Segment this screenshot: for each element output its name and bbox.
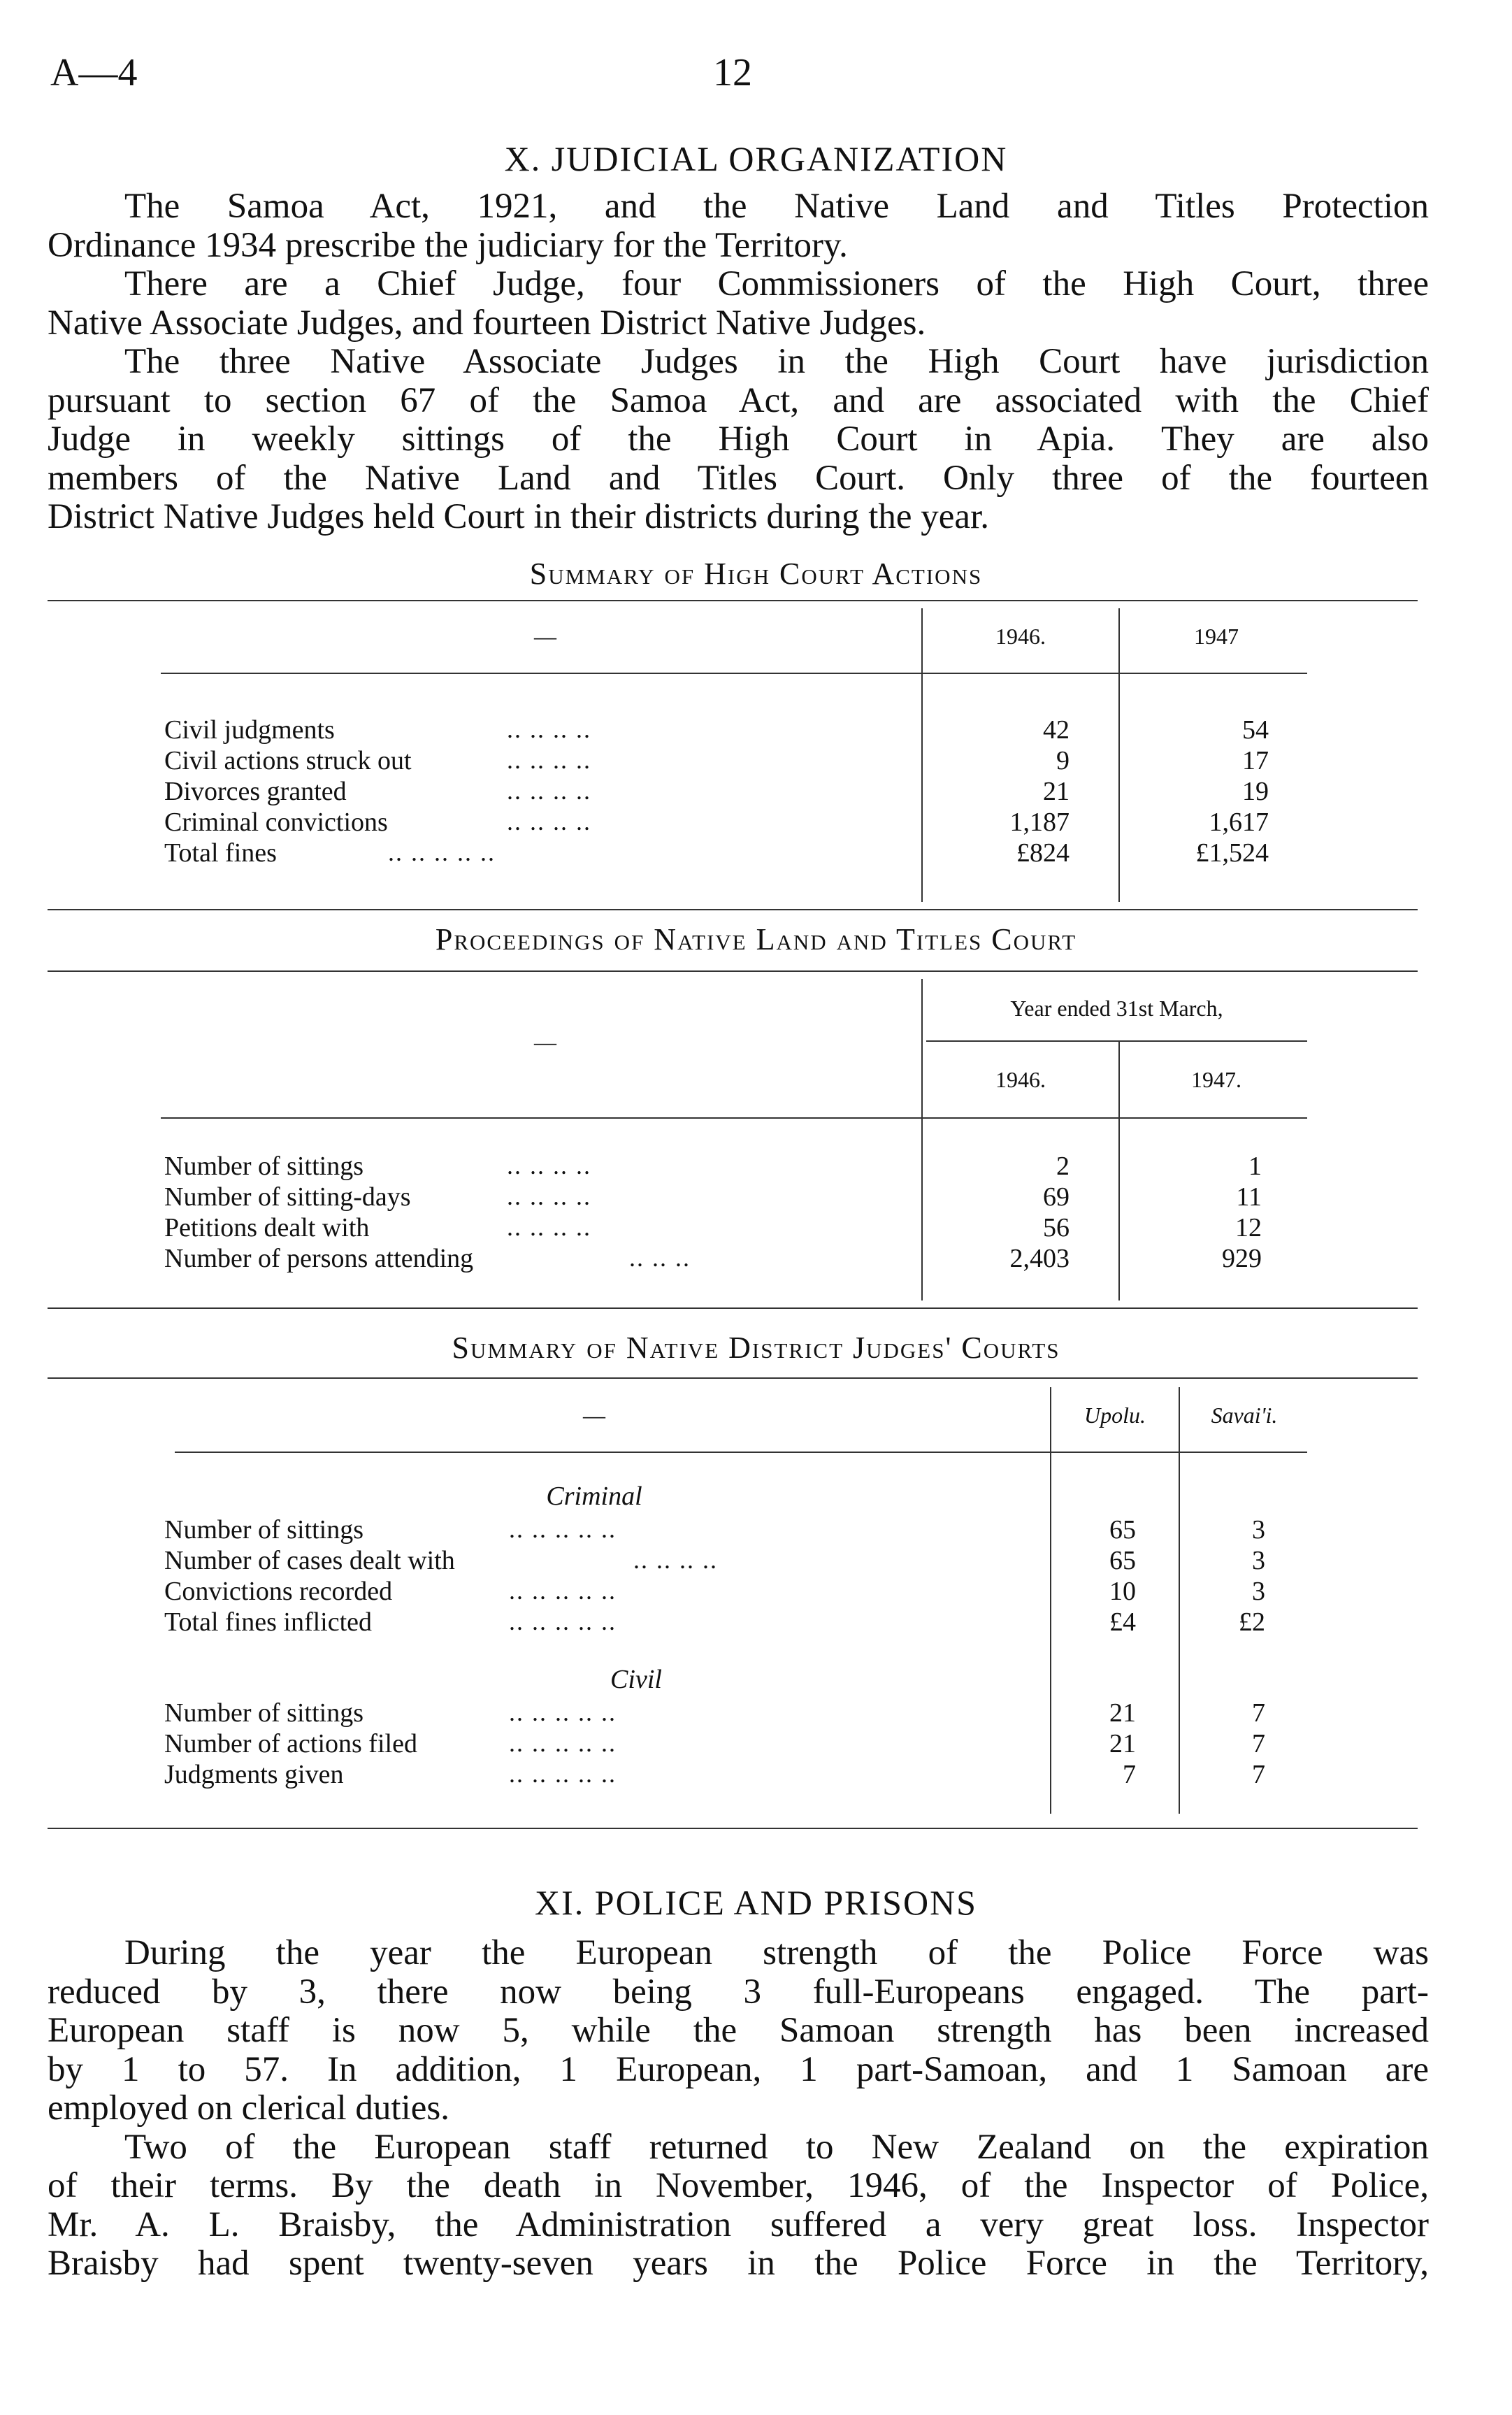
para-line: members of the Native Land and Titles Court. Only three of the fourteen [48,458,1429,498]
para-line: Ordinance 1934 prescribe the judiciary for the Territory. [48,225,848,265]
table3-row-label: Number of cases dealt with [164,1546,455,1575]
leader-dots: .. .. .. .. [507,715,591,743]
table2-span-header: Year ended 31st March, [1010,996,1223,1021]
table1-value: 54 [1242,715,1269,745]
table3-col-divider [1050,1387,1051,1814]
para-line: During the year the European strength of the Police Force was [124,1933,1429,1972]
table3-row-label: Judgments given [164,1760,344,1789]
table3-header-rule [175,1452,1307,1453]
table2-value: 2,403 [1009,1244,1070,1273]
para-line: Native Associate Judges, and fourteen District Native Judges. [48,303,926,343]
table3-row-label: Convictions recorded [164,1577,393,1606]
table1-col-divider [1118,608,1120,902]
table1-value: 17 [1242,746,1269,775]
table3-title: Summary of Native District Judges' Courts [452,1331,1060,1365]
table1-value: 9 [1056,746,1070,775]
table2-top-rule [48,970,1418,972]
para-line: Judge in weekly sittings of the High Court in Apia. They are also [48,420,1429,459]
para-line: reduced by 3, there now being 3 full-Europeans engaged. The part- [48,1972,1429,2012]
table1-value: £824 [1016,838,1070,868]
leader-dots: .. .. .. .. .. [388,838,496,866]
table1-top-rule [48,600,1418,601]
table1-value: 1,187 [1009,808,1070,837]
table3-row-label: Number of actions filed [164,1729,417,1758]
leader-dots: .. .. .. .. .. [509,1515,617,1543]
table3-value: 21 [1109,1698,1136,1728]
para-line: District Native Judges held Court in their districts during the year. [48,497,989,536]
table2-value: 56 [1043,1213,1070,1242]
section-x-body [48,187,1429,537]
table2-row-label: Petitions dealt with [164,1213,370,1242]
table2-header-rule [161,1117,1307,1119]
para-line: The Samoa Act, 1921, and the Native Land and Titles Protection [124,187,1429,226]
table2-title: Proceedings of Native Land and Titles Court [435,922,1077,956]
table1-title: Summary of High Court Actions [529,557,983,591]
para-line: of their terms. By the death in November, 1946, of the Inspector of Police, [48,2166,1429,2205]
para-line: Mr. A. L. Braisby, the Administration suffered a very great loss. Inspector [48,2205,1429,2244]
page-number: 12 [713,51,752,94]
table1-value: 42 [1043,715,1070,745]
table3-group-civil: Civil [610,1665,662,1694]
table2-value: 929 [1222,1244,1262,1273]
table3-row-label: Number of sittings [164,1698,363,1728]
table3-value: 3 [1252,1515,1265,1545]
table1-value: 1,617 [1209,808,1269,837]
table2-span-rule [926,1040,1307,1042]
table2-value: 2 [1056,1152,1070,1181]
table3-value: 7 [1252,1729,1265,1758]
leader-dots: .. .. .. .. [633,1546,718,1574]
table2-value: 12 [1235,1213,1262,1242]
table3-group-criminal: Criminal [546,1482,642,1511]
para-line: Two of the European staff returned to New Zealand on the expiration [124,2127,1429,2167]
leader-dots: .. .. .. .. [507,777,591,805]
section-x-title: X. JUDICIAL ORGANIZATION [504,139,1008,178]
table3-value: 3 [1252,1577,1265,1606]
para-line: employed on clerical duties. [48,2088,449,2128]
table3-value: 7 [1123,1760,1136,1789]
table3-value: 7 [1252,1760,1265,1789]
para-line: There are a Chief Judge, four Commissioners of the High Court, three [124,264,1429,303]
leader-dots: .. .. .. .. [507,1152,591,1180]
table2-row-label: Number of sittings [164,1152,363,1181]
table2-bottom-rule [48,1307,1418,1309]
leader-dots: .. .. .. .. .. [509,1698,617,1726]
table1-col-1947: 1947 [1194,624,1239,649]
table3-value: 65 [1109,1546,1136,1575]
leader-dots: .. .. .. .. .. [509,1729,617,1757]
table3-col-upolu: Upolu. [1084,1403,1146,1428]
table1-col-1946: 1946. [995,624,1046,649]
leader-dots: .. .. .. .. [507,746,591,774]
table1-row-label: Divorces granted [164,777,347,806]
leader-dots: .. .. .. [629,1244,691,1272]
table2-row-label: Number of persons attending [164,1244,474,1273]
table3-value: 7 [1252,1698,1265,1728]
table1-bottom-rule [48,909,1418,910]
table1-row-label: Civil judgments [164,715,335,745]
leader-dots: .. .. .. .. .. [509,1577,617,1605]
table3-value: 10 [1109,1577,1136,1606]
leader-dots: .. .. .. .. [507,1213,591,1241]
para-line: The three Native Associate Judges in the High Court have jurisdiction [124,342,1429,381]
table2-col-divider [1118,1042,1120,1300]
table2-row-label: Number of sitting-days [164,1182,411,1212]
table2-value: 11 [1236,1182,1262,1212]
table2-col-1947: 1947. [1191,1067,1241,1092]
table3-value: 65 [1109,1515,1136,1545]
table3-stub-header: — [583,1403,605,1428]
table1-row-label: Criminal convictions [164,808,388,837]
table3-col-savaii: Savai'i. [1211,1403,1278,1428]
table3-bottom-rule [48,1828,1418,1829]
table3-value: 21 [1109,1729,1136,1758]
para-line: by 1 to 57. In addition, 1 European, 1 part-Samoan, and 1 Samoan are [48,2049,1429,2089]
section-xi-body [48,1934,1429,2284]
table3-col-divider [1179,1387,1180,1814]
table2-value: 69 [1043,1182,1070,1212]
table1-header-rule [161,673,1307,674]
table3-value: 3 [1252,1546,1265,1575]
table2-value: 1 [1248,1152,1262,1181]
leader-dots: .. .. .. .. [507,1182,591,1210]
table1-stub-header: — [534,624,556,649]
table2-stub-header: — [534,1029,556,1054]
para-line: Braisby had spent twenty-seven years in the Police Force in the Territory, [48,2244,1429,2283]
table2-col-1946: 1946. [995,1067,1046,1092]
leader-dots: .. .. .. .. .. [509,1760,617,1788]
para-line: European staff is now 5, while the Samoan strength has been increased [48,2011,1429,2050]
table1-row-label: Civil actions struck out [164,746,412,775]
table1-value: £1,524 [1195,838,1269,868]
leader-dots: .. .. .. .. .. [509,1607,617,1635]
section-xi-title: XI. POLICE AND PRISONS [535,1883,977,1922]
para-line: pursuant to section 67 of the Samoa Act, and are associated with the Chief [48,380,1429,420]
table1-value: 21 [1043,777,1070,806]
leader-dots: .. .. .. .. [507,808,591,836]
table1-value: 19 [1242,777,1269,806]
table1-row-label: Total fines [164,838,277,868]
table3-value: £4 [1109,1607,1136,1637]
table3-value: £2 [1239,1607,1265,1637]
document-reference: A—4 [50,51,138,94]
table3-row-label: Number of sittings [164,1515,363,1545]
table3-row-label: Total fines inflicted [164,1607,373,1637]
table3-top-rule [48,1377,1418,1379]
